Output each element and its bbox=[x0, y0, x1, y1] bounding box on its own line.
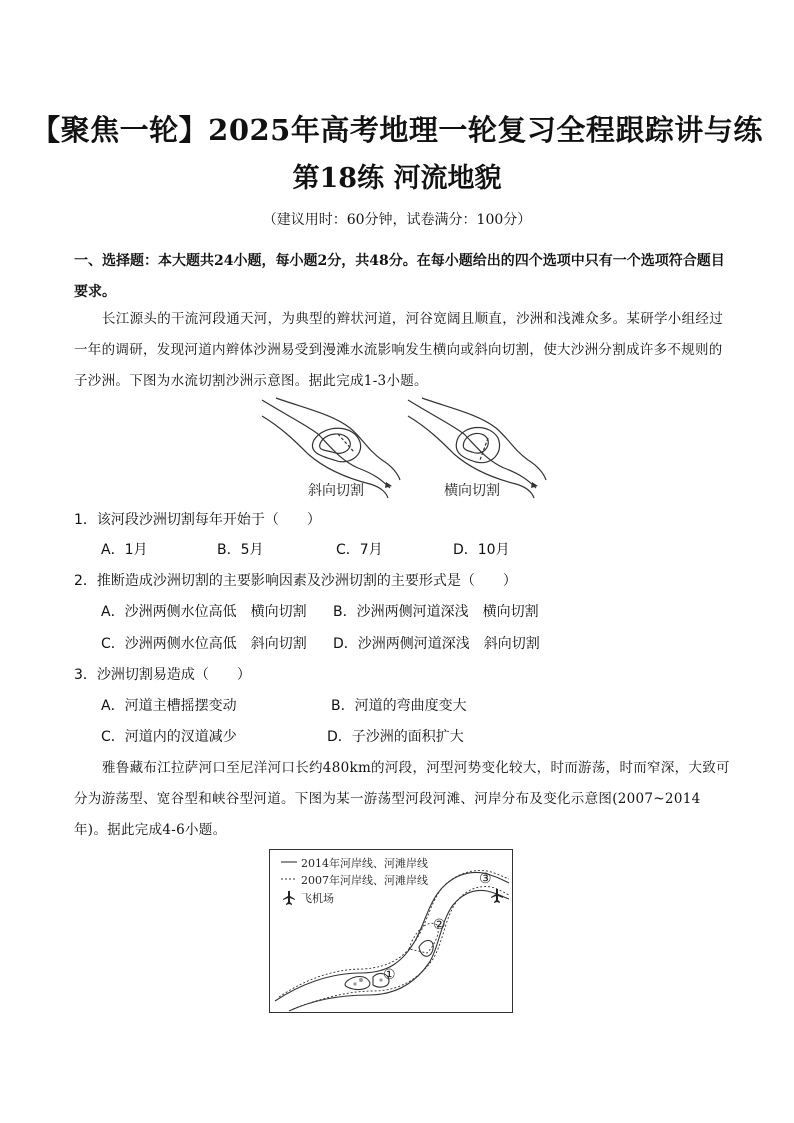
question-1-option-a[interactable]: A．1月 bbox=[101, 542, 148, 558]
braided-river-map bbox=[269, 849, 513, 1013]
transverse-cut-label: 横向切割 bbox=[444, 483, 500, 499]
time-score-note: （建议用时：60分钟，试卷满分：100分） bbox=[262, 212, 532, 228]
map-marker-3: ③ bbox=[479, 871, 492, 887]
question-1-option-b[interactable]: B．5月 bbox=[217, 542, 264, 558]
legend-2014-banks: 2014年河岸线、河滩岸线 bbox=[301, 857, 428, 870]
question-2-option-b[interactable]: B．沙洲两侧河道深浅 横向切割 bbox=[333, 604, 539, 620]
question-3-option-d[interactable]: D．子沙洲的面积扩大 bbox=[327, 729, 464, 745]
question-2-option-c[interactable]: C．沙洲两侧水位高低 斜向切割 bbox=[101, 636, 307, 652]
sandbar-cutting-diagram bbox=[258, 394, 548, 500]
question-3-option-b[interactable]: B．河道的弯曲度变大 bbox=[331, 698, 467, 714]
question-1-stem: 1．该河段沙洲切割每年开始于（ ） bbox=[74, 512, 321, 528]
map-marker-2: ② bbox=[433, 917, 446, 933]
legend-2007-banks: 2007年河岸线、河滩岸线 bbox=[301, 874, 428, 887]
sandbar-cutting-figure bbox=[258, 394, 548, 500]
question-2-stem: 2．推断造成沙洲切割的主要影响因素及沙洲切割的主要形式是（ ） bbox=[74, 573, 517, 589]
question-3-option-c[interactable]: C．河道内的汊道减少 bbox=[101, 729, 237, 745]
question-3-stem: 3．沙洲切割易造成（ ） bbox=[74, 667, 251, 683]
document-title: 【聚焦一轮】2025年高考地理一轮复习全程跟踪讲与练 bbox=[31, 113, 763, 147]
question-1-option-d[interactable]: D．10月 bbox=[453, 542, 510, 558]
map-marker-1: ① bbox=[383, 967, 396, 983]
exercise-title: 第18练 河流地貌 bbox=[292, 163, 502, 194]
question-2-option-a[interactable]: A．沙洲两侧水位高低 横向切割 bbox=[101, 604, 307, 620]
question-2-option-d[interactable]: D．沙洲两侧河道深浅 斜向切割 bbox=[333, 636, 540, 652]
section-heading: 一、选择题：本大题共24小题，每小题2分，共48分。在每小题给出的四个选项中只有一个选项符合题目要求。 bbox=[74, 253, 725, 300]
passage-1: 长江源头的干流河段通天河，为典型的辫状河道，河谷宽阔且顺直，沙洲和浅滩众多。某研学小组经过一年的调研，发现河道内辫体沙洲易受到漫滩水流影响发生横向或斜向切割，使大沙洲分割成许多不规则的子沙洲。下图为水流切割沙洲示意图。据此完成1-3小题。 bbox=[74, 311, 723, 389]
oblique-cut-label: 斜向切割 bbox=[308, 483, 364, 499]
passage-2: 雅鲁藏布江拉萨河口至尼洋河口长约480km的河段，河型河势变化较大，时而游荡，时而窄深，大致可分为游荡型、宽谷型和峡谷型河道。下图为某一游荡型河段河滩、河岸分布及变化示意图(2007~2014年)。据此完成4-6小题。 bbox=[74, 760, 730, 838]
question-3-option-a[interactable]: A．河道主槽摇摆变动 bbox=[101, 698, 237, 714]
question-1-option-c[interactable]: C．7月 bbox=[336, 542, 383, 558]
legend-airport: 飞机场 bbox=[301, 892, 334, 905]
